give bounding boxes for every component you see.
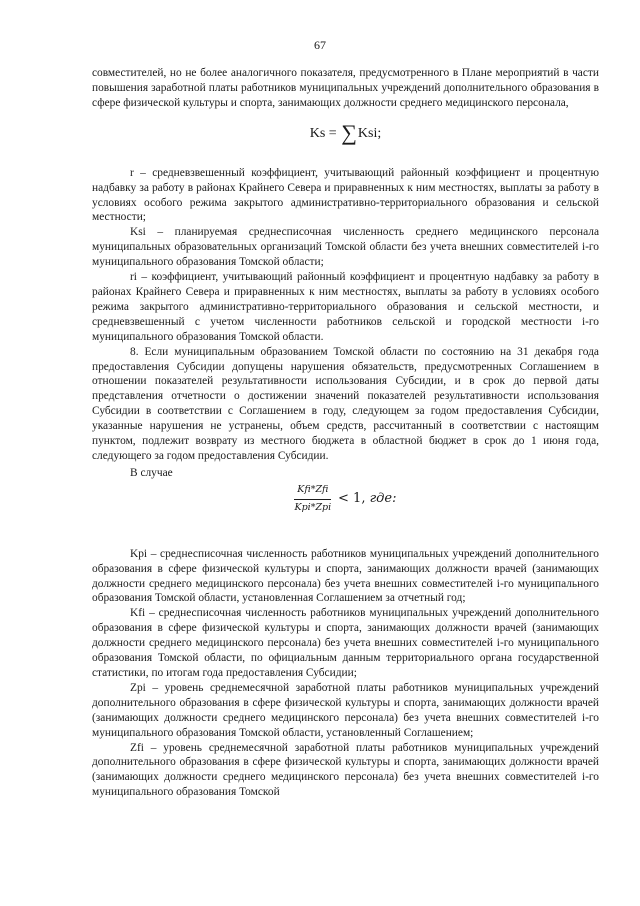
page-number: 67 bbox=[314, 38, 326, 52]
fraction-numerator: Kfi*Zfi bbox=[294, 483, 331, 500]
document-body bbox=[92, 66, 599, 800]
formula-case bbox=[92, 483, 599, 523]
formula-ks bbox=[92, 119, 599, 148]
paragraph: Kpi – среднесписочная численность работников муниципальных учреждений дополнительного образования в сфере физической культуры и спорта, занимающих должности врачей (занимающих должности среднего медицинского персонала) без учета внешних совместителей i-го муниципального образования Томской области, установленная Соглашением за отчетный год; bbox=[92, 547, 599, 605]
paragraph: r – средневзвешенный коэффициент, учитывающий районный коэффициент и процентную надбавку за работу в районах Крайнего Севера и приравненных к ним местностях, выплаты за работу в условиях особого режима закрытого административно-территориального образования и сельской местности; bbox=[92, 166, 599, 224]
paragraph: Zpi – уровень среднемесячной заработной платы работников муниципальных учреждений дополнительного образования в сфере физической культуры и спорта, занимающих должности врачей (занимающих должности среднего медицинского персонала) без учета внешних совместителей i-го муниципального образования Томской области, установленный Соглашением; bbox=[92, 681, 599, 739]
formula-ks-rhs: Ksi; bbox=[357, 125, 382, 141]
formula-relation bbox=[338, 492, 396, 507]
relation-text: < 1, bbox=[338, 490, 366, 506]
case-label: В случае bbox=[130, 466, 173, 479]
formula-fraction bbox=[294, 483, 331, 516]
sum-symbol: ∑ bbox=[341, 119, 357, 145]
paragraph: 8. Если муниципальным образованием Томской области по состоянию на 31 декабря года предоставления Субсидии допущены нарушения обязательств, предусмотренных Соглашением в отношении показателей результативности использования Субсидии, и в срок до первой даты представления отчетности о достижении значений показателей результативности использования Субсидии в соответствии с Соглашением в году, следующем за годом предоставления Субсидии, указанные нарушения не устранены, объем средств, рассчитанный в соответствии с настоящим пунктом, подлежит возврату из местного бюджета в областной бюджет в срок до 1 июня года, следующего за годом предоставления Субсидии. bbox=[92, 345, 599, 462]
paragraph: Ksi – планируемая среднесписочная численность среднего медицинского персонала муниципальных образовательных организаций Томской области без учета внешних совместителей i-го муниципального образования Томской области; bbox=[92, 226, 599, 269]
fraction-denominator: Kpi*Zpi bbox=[294, 501, 332, 513]
formula-ks-lhs: Ks = bbox=[309, 125, 337, 141]
paragraph: Zfi – уровень среднемесячной заработной платы работников муниципальных учреждений дополнительного образования в сфере физической культуры и спорта, занимающих должности врачей (занимающих должности среднего медицинского персонала) без учета внешних совместителей i-го муниципального образования Томской bbox=[92, 741, 599, 799]
paragraph: ri – коэффициент, учитывающий районный коэффициент и процентную надбавку за работу в районах Крайнего Севера и приравненных к ним местностях, выплаты за работу в условиях особого режима закрытого административно-территориального образования и сельской местности, и средневзвешенный с учетом численности работников сельской и городской местности i-го муниципального образования Томской области. bbox=[92, 271, 599, 343]
where-text: где: bbox=[369, 490, 397, 506]
paragraph: совместителей, но не более аналогичного показателя, предусмотренного в Плане мероприятий в части повышения заработной платы работников муниципальных учреждений дополнительного образования в сфере физической культуры и спорта, занимающих должности среднего медицинского персонала, bbox=[92, 67, 599, 109]
paragraph: Kfi – среднесписочная численность работников муниципальных учреждений дополнительного образования в сфере физической культуры и спорта, занимающих должности врачей (занимающих должности среднего медицинского персонала) без учета внешних совместителей i-го муниципального образования Томской области, по официальным данным территориального органа государственной статистики, по итогам года предоставления Субсидии; bbox=[92, 607, 599, 679]
